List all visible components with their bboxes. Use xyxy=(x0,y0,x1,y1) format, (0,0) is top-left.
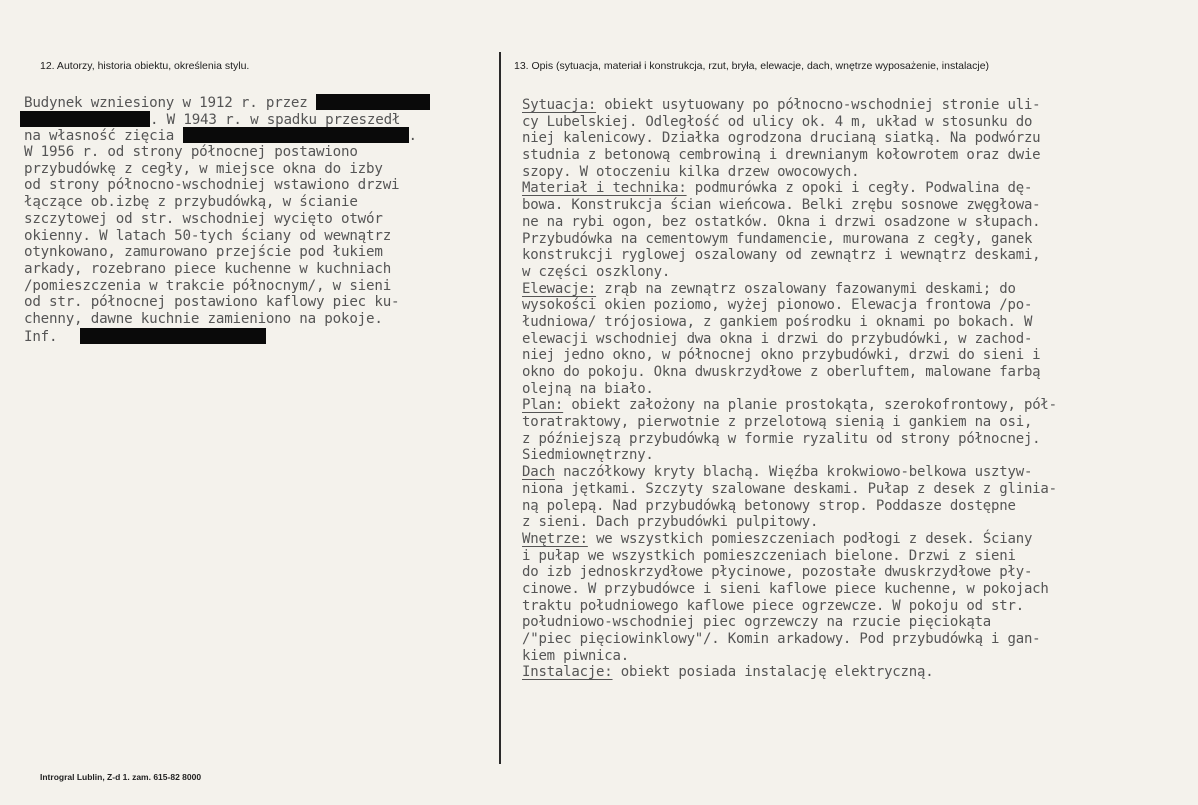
description-line: elewacji wschodniej dwa okna i drzwi do przybudówki, w zachod- xyxy=(522,330,1033,347)
section-label-plan: Plan: xyxy=(522,397,564,414)
history-line: chenny, dawne kuchnie zamieniono na pokoje. xyxy=(24,310,383,327)
section-label-material: Materiał i technika: xyxy=(522,180,687,197)
history-line: arkady, rozebrano piece kuchenne w kuchniach xyxy=(24,260,392,277)
history-line: /pomieszczenia w trakcie północnym/, w sieni xyxy=(24,277,392,294)
description-line: Materiał i technika: podmurówka z opoki i cegły. Podwalina dę- xyxy=(522,180,1033,197)
description-line: z sieni. Dach przybudówki pulpitowy. xyxy=(522,514,819,531)
redaction-block xyxy=(80,328,266,344)
section-13-header: 13. Opis (sytuacja, materiał i konstrukcja, rzut, bryła, elewacje, dach, wnętrze wyposażenie, instalacje) xyxy=(514,60,990,72)
description-line: /"piec pięciowinklowy"/. Komin arkadowy. Pod przybudówką i gan- xyxy=(522,631,1041,647)
history-line: otynkowano, zamurowano przejście pod łukiem xyxy=(24,244,383,261)
section-12-header: 12. Autorzy, historia obiektu, określenia stylu. xyxy=(40,60,250,72)
description-line: południowo-wschodniej piec ogrzewczy na rzucie pięciokąta xyxy=(522,614,992,631)
description-line: Instalacje: obiekt posiada instalację elektryczną. xyxy=(522,664,934,681)
section-label-sytuacja: Sytuacja: xyxy=(522,97,597,113)
description-line: w części oszklony. xyxy=(522,263,671,280)
description-line: Dach naczółkowy kryty blachą. Więźba krokwiowo-belkowa usztyw- xyxy=(522,464,1033,481)
description-line: niona jętkami. Szczyty szalowane deskami. Pułap z desek z glinia- xyxy=(522,480,1057,497)
description-text xyxy=(522,97,1162,681)
history-line: Budynek wzniesiony w 1912 r. przez xyxy=(24,94,494,111)
history-text xyxy=(24,94,494,344)
description-line: niej jedno okno, w północnej okno przybudówki, drzwi do sieni i xyxy=(522,347,1041,364)
description-line: niej kalenicowy. Działka ogrodzona drucianą siatką. Na podwórzu xyxy=(522,130,1041,147)
description-line: okno do pokoju. Okna dwuskrzydłowe z oberluftem, malowane farbą xyxy=(522,364,1041,380)
description-line: do izb jednoskrzydłowe płycinowe, pozostałe dwuskrzydłowe pły- xyxy=(522,564,1033,581)
redaction-block xyxy=(316,94,430,110)
section-label-dach: Dach xyxy=(522,464,555,481)
history-line: Inf. xyxy=(24,328,494,345)
description-line: i pułap we wszystkich pomieszczeniach bielone. Drzwi z sieni xyxy=(522,547,1016,564)
history-line: od strony północno-wschodniej wstawiono drzwi xyxy=(24,177,400,194)
description-line: bowa. Konstrukcja ścian wieńcowa. Belki zrębu sosnowe zwęgłowa- xyxy=(522,197,1041,214)
description-line: Plan: obiekt założony na planie prostokąta, szerokofrontowy, pół- xyxy=(522,397,1057,414)
description-line: szopy. W otoczeniu kilka drzew owocowych. xyxy=(522,163,860,180)
description-line: łudniowa/ trójosiowa, z gankiem pośrodku i oknami po bokach. W xyxy=(522,313,1033,330)
history-line: okienny. W latach 50-tych ściany od wewnątrz xyxy=(24,227,392,244)
description-line: z późniejszą przybudówką w formie ryzalitu od strony północnej. xyxy=(522,430,1041,447)
section-label-wnetrze: Wnętrze: xyxy=(522,530,588,547)
description-line: Sytuacja: obiekt usytuowany po północno-wschodniej stronie uli- xyxy=(522,97,1041,113)
printer-imprint: Introgral Lublin, Z-d 1. zam. 615-82 8000 xyxy=(40,772,202,782)
history-line: przybudówkę z cegły, w miejsce okna do izby xyxy=(24,160,383,177)
description-line: cinowe. W przybudówce i sieni kaflowe piece kuchenne, w pokojach xyxy=(522,580,1049,597)
description-line: konstrukcji ryglowej oszalowany od zewnątrz i wewnątrz deskami, xyxy=(522,247,1041,264)
description-line: Siedmiownętrzny. xyxy=(522,447,654,464)
description-line: ne na rybi ogon, bez ostatków. Okna i drzwi osadzone w słupach. xyxy=(522,213,1041,230)
description-line: studnia z betonową cembrowiną i drewnianym kołowrotem oraz dwie xyxy=(522,147,1041,164)
history-line: . W 1943 r. w spadku przeszedł xyxy=(24,111,494,128)
description-line: Przybudówka na cementowym fundamencie, murowana z cegły, ganek xyxy=(522,230,1033,247)
description-line: Elewacje: zrąb na zewnątrz oszalowany fazowanymi deskami; do xyxy=(522,280,1016,297)
description-line: ną polepą. Nad przybudówką betonowy strop. Poddasze dostępne xyxy=(522,497,1016,514)
description-line: cy Lubelskiej. Odległość od ulicy ok. 4 m, układ w stosunku do xyxy=(522,113,1033,130)
section-label-elewacje: Elewacje: xyxy=(522,280,597,297)
redaction-block xyxy=(20,111,150,127)
description-line: toratraktowy, pierwotnie z przelotową sienią i gankiem na osi, xyxy=(522,414,1033,431)
description-line: traktu południowego kaflowe piece ogrzewcze. W pokoju od str. xyxy=(522,597,1024,614)
description-line: olejną na biało. xyxy=(522,380,654,397)
description-line: Wnętrze: we wszystkich pomieszczeniach podłogi z desek. Ściany xyxy=(522,530,1033,547)
history-line: łączące ob.izbę z przybudówką, w ścianie xyxy=(24,194,358,211)
description-line: wysokości okien poziomo, wyżej pionowo. Elewacja frontowa /po- xyxy=(522,297,1033,314)
history-line: od str. północnej postawiono kaflowy piec ku- xyxy=(24,294,400,311)
history-line: szczytowej od str. wschodniej wycięto otwór xyxy=(24,210,383,227)
description-line: kiem piwnica. xyxy=(522,647,629,664)
history-line: W 1956 r. od strony północnej postawiono xyxy=(24,144,358,161)
column-divider xyxy=(499,52,501,764)
history-line: na własność zięcia . xyxy=(24,128,417,145)
section-label-instalacje: Instalacje: xyxy=(522,664,613,681)
redaction-block xyxy=(183,127,409,143)
